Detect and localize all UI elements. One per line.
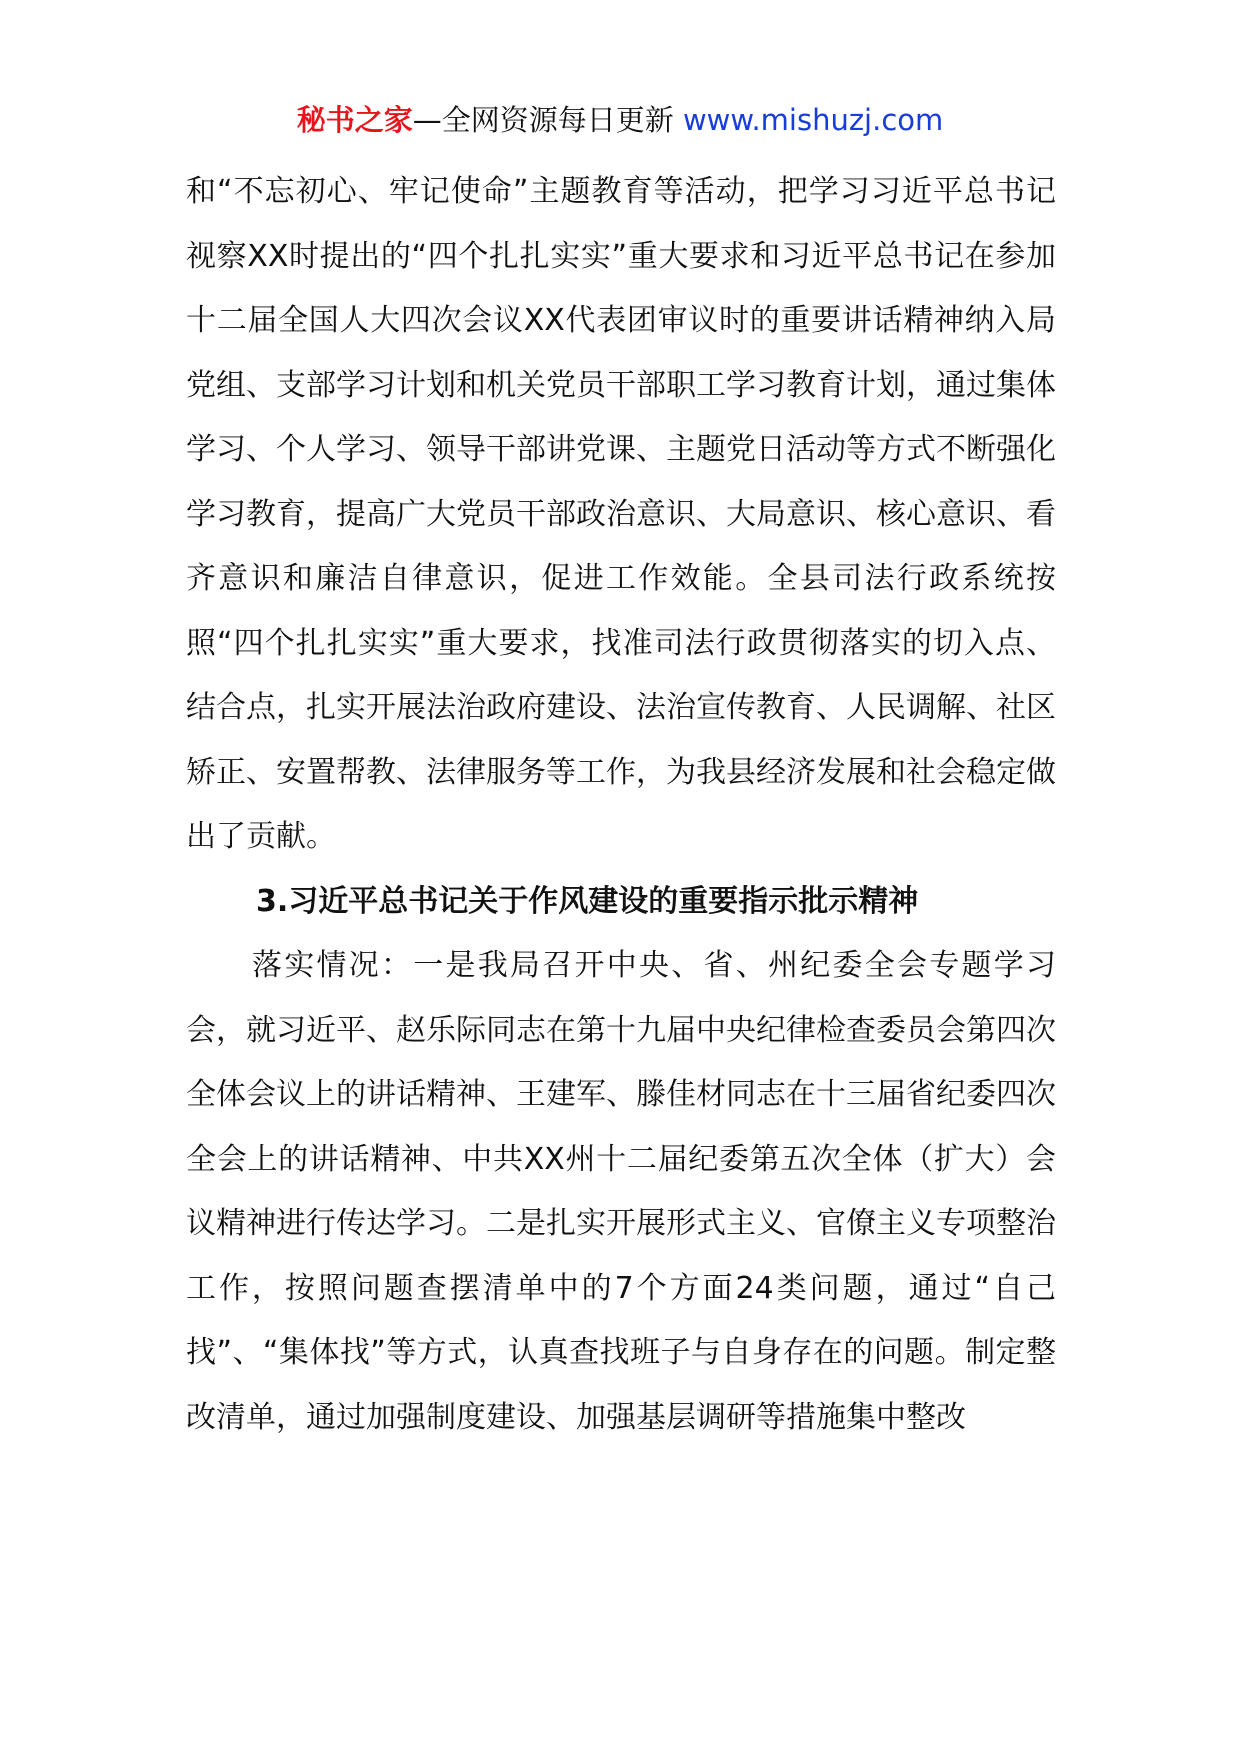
header-tagline: —全网资源每日更新 [412,103,674,137]
website-link[interactable]: www.mishuzj.com [682,103,944,137]
paragraph-implementation: 落实情况：一是我局召开中央、省、州纪委全会专题学习会，就习近平、赵乐际同志在第十九届中央纪律检查委员会第四次全体会议上的讲话精神、王建军、滕佳材同志在十三届省纪委四次全会上的讲话精神、中共XX州十二届纪委第五次全体（扩大）会议精神进行传达学习。二是扎实开展形式主义、官僚主义专项整治工作，按照问题查摆清单中的7个方面24类问题，通过“自己找”、“集体找”等方式，认真查找班子与自身存在的问题。制定整改清单，通过加强制度建设、加强基层调研等措施集中整改 [186,948,1056,1435]
brand-name: 秘书之家 [296,103,413,137]
paragraph-continuation: 和“不忘初心、牢记使命”主题教育等活动，把学习习近平总书记视察XX时提出的“四个扎扎实实”重大要求和习近平总书记在参加十二届全国人大四次会议XX代表团审议时的重要讲话精神纳入局党组、支部学习计划和机关党员干部职工学习教育计划，通过集体学习、个人学习、领导干部讲党课、主题党日活动等方式不断强化学习教育，提高广大党员干部政治意识、大局意识、核心意识、看齐意识和廉洁自律意识，促进工作效能。全县司法行政系统按照“四个扎扎实实”重大要求，找准司法行政贯彻落实的切入点、结合点，扎实开展法治政府建设、法治宣传教育、人民调解、社区矫正、安置帮教、法律服务等工作，为我县经济发展和社会稳定做出了贡献。 [186,174,1056,854]
section-heading: 3.习近平总书记关于作风建设的重要指示批示精神 [256,883,919,919]
page-header [0,100,1240,140]
document-body [186,160,1056,1450]
